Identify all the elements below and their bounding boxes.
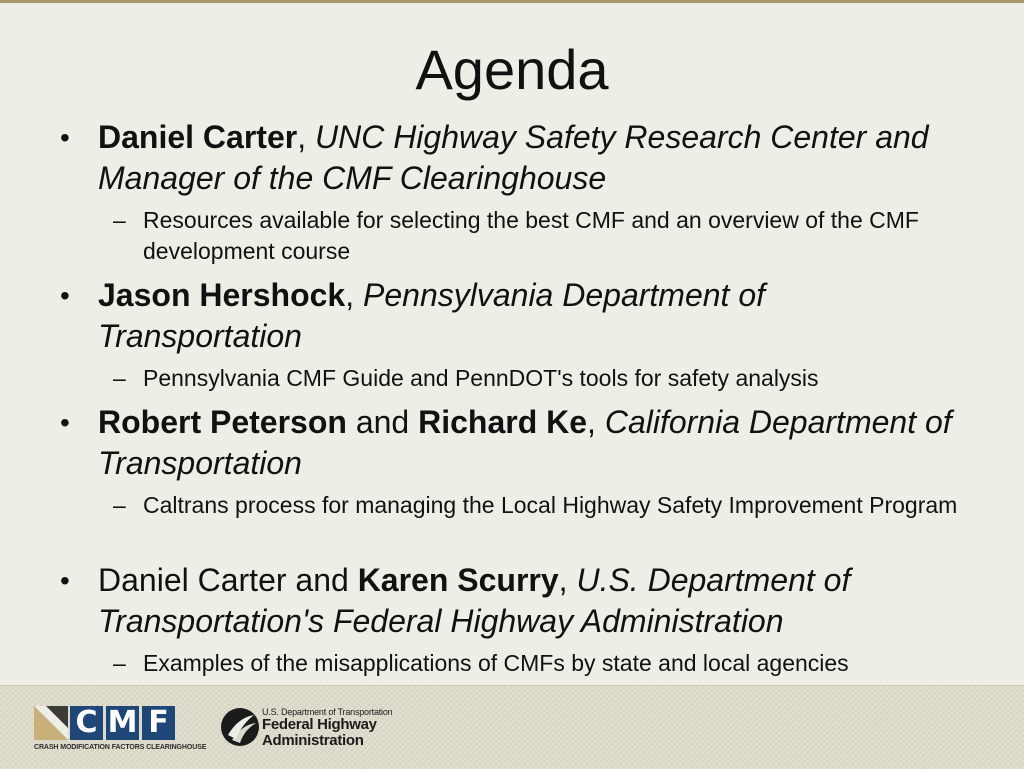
fhwa-name xyxy=(262,717,377,749)
bullet-marker: • xyxy=(60,407,70,438)
topic-text: Examples of the misapplications of CMFs by state and local agencies xyxy=(143,650,849,676)
agenda-item-3-topic xyxy=(113,490,983,521)
agenda-item-3 xyxy=(60,402,958,484)
dash-marker: – xyxy=(113,492,126,518)
cmf-letter-f: F xyxy=(142,706,175,740)
agenda-item-1-topic xyxy=(113,205,983,267)
agenda-item-4 xyxy=(60,560,958,642)
agenda-item-4-topic xyxy=(113,648,983,679)
cmf-clearinghouse-logo xyxy=(34,705,207,754)
dash-marker: – xyxy=(113,650,126,676)
bullet-marker: • xyxy=(60,122,70,153)
dot-emblem-icon xyxy=(220,707,260,747)
cmf-road-mark-icon xyxy=(34,706,68,740)
agenda-item-2-topic xyxy=(113,363,983,394)
topic-text: Pennsylvania CMF Guide and PennDOT's tools for safety analysis xyxy=(143,365,819,391)
agenda-item-2 xyxy=(60,275,958,357)
cmf-letter-c: C xyxy=(70,706,103,740)
speaker-affiliation: UNC Highway Safety Research Center and Manager of the CMF Clearinghouse xyxy=(98,119,929,196)
speaker-name: Richard Ke xyxy=(418,404,588,440)
speaker-affiliation: Pennsylvania Department of Transportation xyxy=(98,277,765,354)
speaker-affiliation: U.S. Department of Transportation's Federal Highway Administration xyxy=(98,562,851,639)
connector: and xyxy=(346,404,419,440)
bullet-marker: • xyxy=(60,280,70,311)
topic-text: Caltrans process for managing the Local Highway Safety Improvement Program xyxy=(143,492,958,518)
separator: , xyxy=(297,119,315,155)
speaker-name: Daniel Carter xyxy=(98,119,298,155)
speaker-name: Robert Peterson xyxy=(98,404,347,440)
separator: , xyxy=(558,562,577,598)
cmf-caption: CRASH MODIFICATION FACTORS CLEARINGHOUSE xyxy=(34,744,207,751)
cmf-letter-m: M xyxy=(107,705,138,740)
fhwa-name-line2: Administration xyxy=(262,732,364,749)
slide-title: Agenda xyxy=(415,38,609,101)
fhwa-name-line1: Federal Highway xyxy=(262,716,377,733)
bullet-marker: • xyxy=(60,565,70,596)
separator: , xyxy=(587,404,605,440)
agenda-item-1 xyxy=(60,117,958,199)
speaker-name: Jason Hershock xyxy=(98,277,346,313)
speaker-lead: Daniel Carter and xyxy=(98,562,358,598)
fhwa-logo xyxy=(220,705,393,753)
speaker-name: Karen Scurry xyxy=(357,562,559,598)
fhwa-department-text: U.S. Department of Transportation xyxy=(262,707,393,717)
topic-text: Resources available for selecting the best CMF and an overview of the CMF development course xyxy=(143,207,919,264)
dash-marker: – xyxy=(113,207,126,233)
speaker-affiliation: California Department of Transportation xyxy=(98,404,952,481)
separator: , xyxy=(345,277,363,313)
dash-marker: – xyxy=(113,365,126,391)
footer-band xyxy=(0,685,1024,769)
